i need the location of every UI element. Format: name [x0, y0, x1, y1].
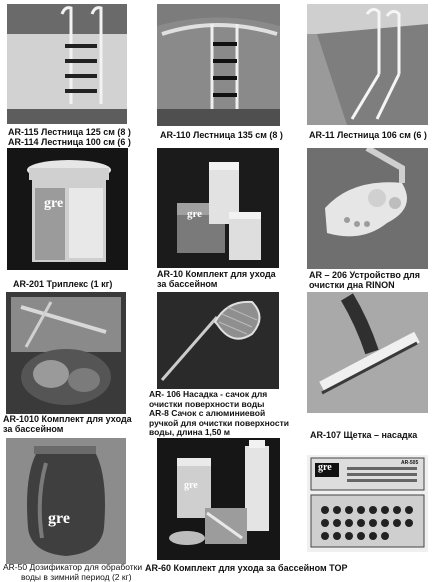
caption-bottom-cleaner: [309, 270, 420, 290]
caption-line: ручкой для очистки поверхности: [149, 419, 289, 429]
photo-brush: [307, 292, 428, 413]
caption-skimmer-net: [149, 390, 289, 438]
pack-code-label: AR-505: [401, 460, 418, 466]
caption-ladder-135: [160, 130, 283, 140]
caption-line: AR-115 Лестница 125 см (8 ): [8, 127, 131, 137]
caption-line: AR-50 Дозификатор для обработки: [3, 563, 142, 573]
ladder-106-illustration: [307, 4, 428, 125]
caption-kit-top: [145, 563, 347, 573]
care-kit-1010-illustration: [6, 292, 126, 414]
caption-line: AR-107 Щетка – насадка: [310, 430, 417, 440]
bottom-cleaner-illustration: [307, 148, 428, 269]
brand-logo: gre: [187, 208, 202, 220]
brush-illustration: [307, 292, 428, 413]
caption-line: AR-114 Лестница 100 см (6 ): [8, 137, 131, 147]
photo-care-kit: [157, 148, 279, 268]
care-kit-illustration: [157, 148, 279, 268]
caption-line: AR-110 Лестница 135 см (8 ): [160, 130, 283, 140]
caption-line: AR-201 Триплекс (1 кг): [13, 279, 112, 289]
photo-ladder-135: [157, 4, 280, 126]
skimmer-net-illustration: [157, 292, 279, 389]
brand-logo: gre: [44, 196, 63, 212]
dispenser-illustration: [6, 438, 126, 564]
ladder-125-illustration: [7, 4, 127, 124]
photo-accessory-pack: [307, 455, 428, 552]
photo-dispenser: [6, 438, 126, 564]
caption-triplex: [13, 279, 112, 289]
caption-line: очистки поверхности воды: [149, 400, 289, 410]
photo-ladder-106: [307, 4, 428, 125]
caption-line: AR-8 Сачок с алюминиевой: [149, 409, 289, 419]
photo-skimmer-net: [157, 292, 279, 389]
photo-care-kit-1010: [6, 292, 126, 414]
brand-logo: gre: [184, 480, 198, 491]
caption-dispenser: [3, 563, 142, 582]
caption-ladder-125: [8, 127, 131, 147]
caption-line: воды в зимний период (2 кг): [3, 573, 142, 582]
photo-triplex: [7, 148, 128, 270]
photo-kit-top: [157, 438, 280, 560]
triplex-illustration: [7, 148, 128, 270]
caption-line: AR-1010 Комплект для ухода: [3, 414, 132, 424]
caption-line: AR – 206 Устройство для: [309, 270, 420, 280]
caption-brush: [310, 430, 417, 440]
photo-bottom-cleaner: [307, 148, 428, 269]
caption-line: AR-11 Лестница 106 см (6 ): [309, 130, 427, 140]
photo-ladder-125: [7, 4, 127, 124]
caption-line: за бассейном: [3, 424, 132, 434]
ladder-135-illustration: [157, 4, 280, 126]
caption-line: AR- 106 Насадка - сачок для: [149, 390, 289, 400]
brand-logo: gre: [318, 462, 332, 473]
caption-line: AR-10 Комплект для ухода: [157, 269, 276, 279]
caption-ladder-106: [309, 130, 427, 140]
kit-top-illustration: [157, 438, 280, 560]
caption-line: за бассейном: [157, 279, 276, 289]
caption-care-kit: [157, 269, 276, 289]
caption-line: воды, длина 1,50 м: [149, 428, 289, 438]
caption-care-kit-1010: [3, 414, 132, 434]
brand-logo: gre: [48, 510, 70, 528]
caption-line: очистки дна RINON: [309, 280, 420, 290]
caption-line: AR-60 Комплект для ухода за бассейном TOP: [145, 563, 347, 573]
